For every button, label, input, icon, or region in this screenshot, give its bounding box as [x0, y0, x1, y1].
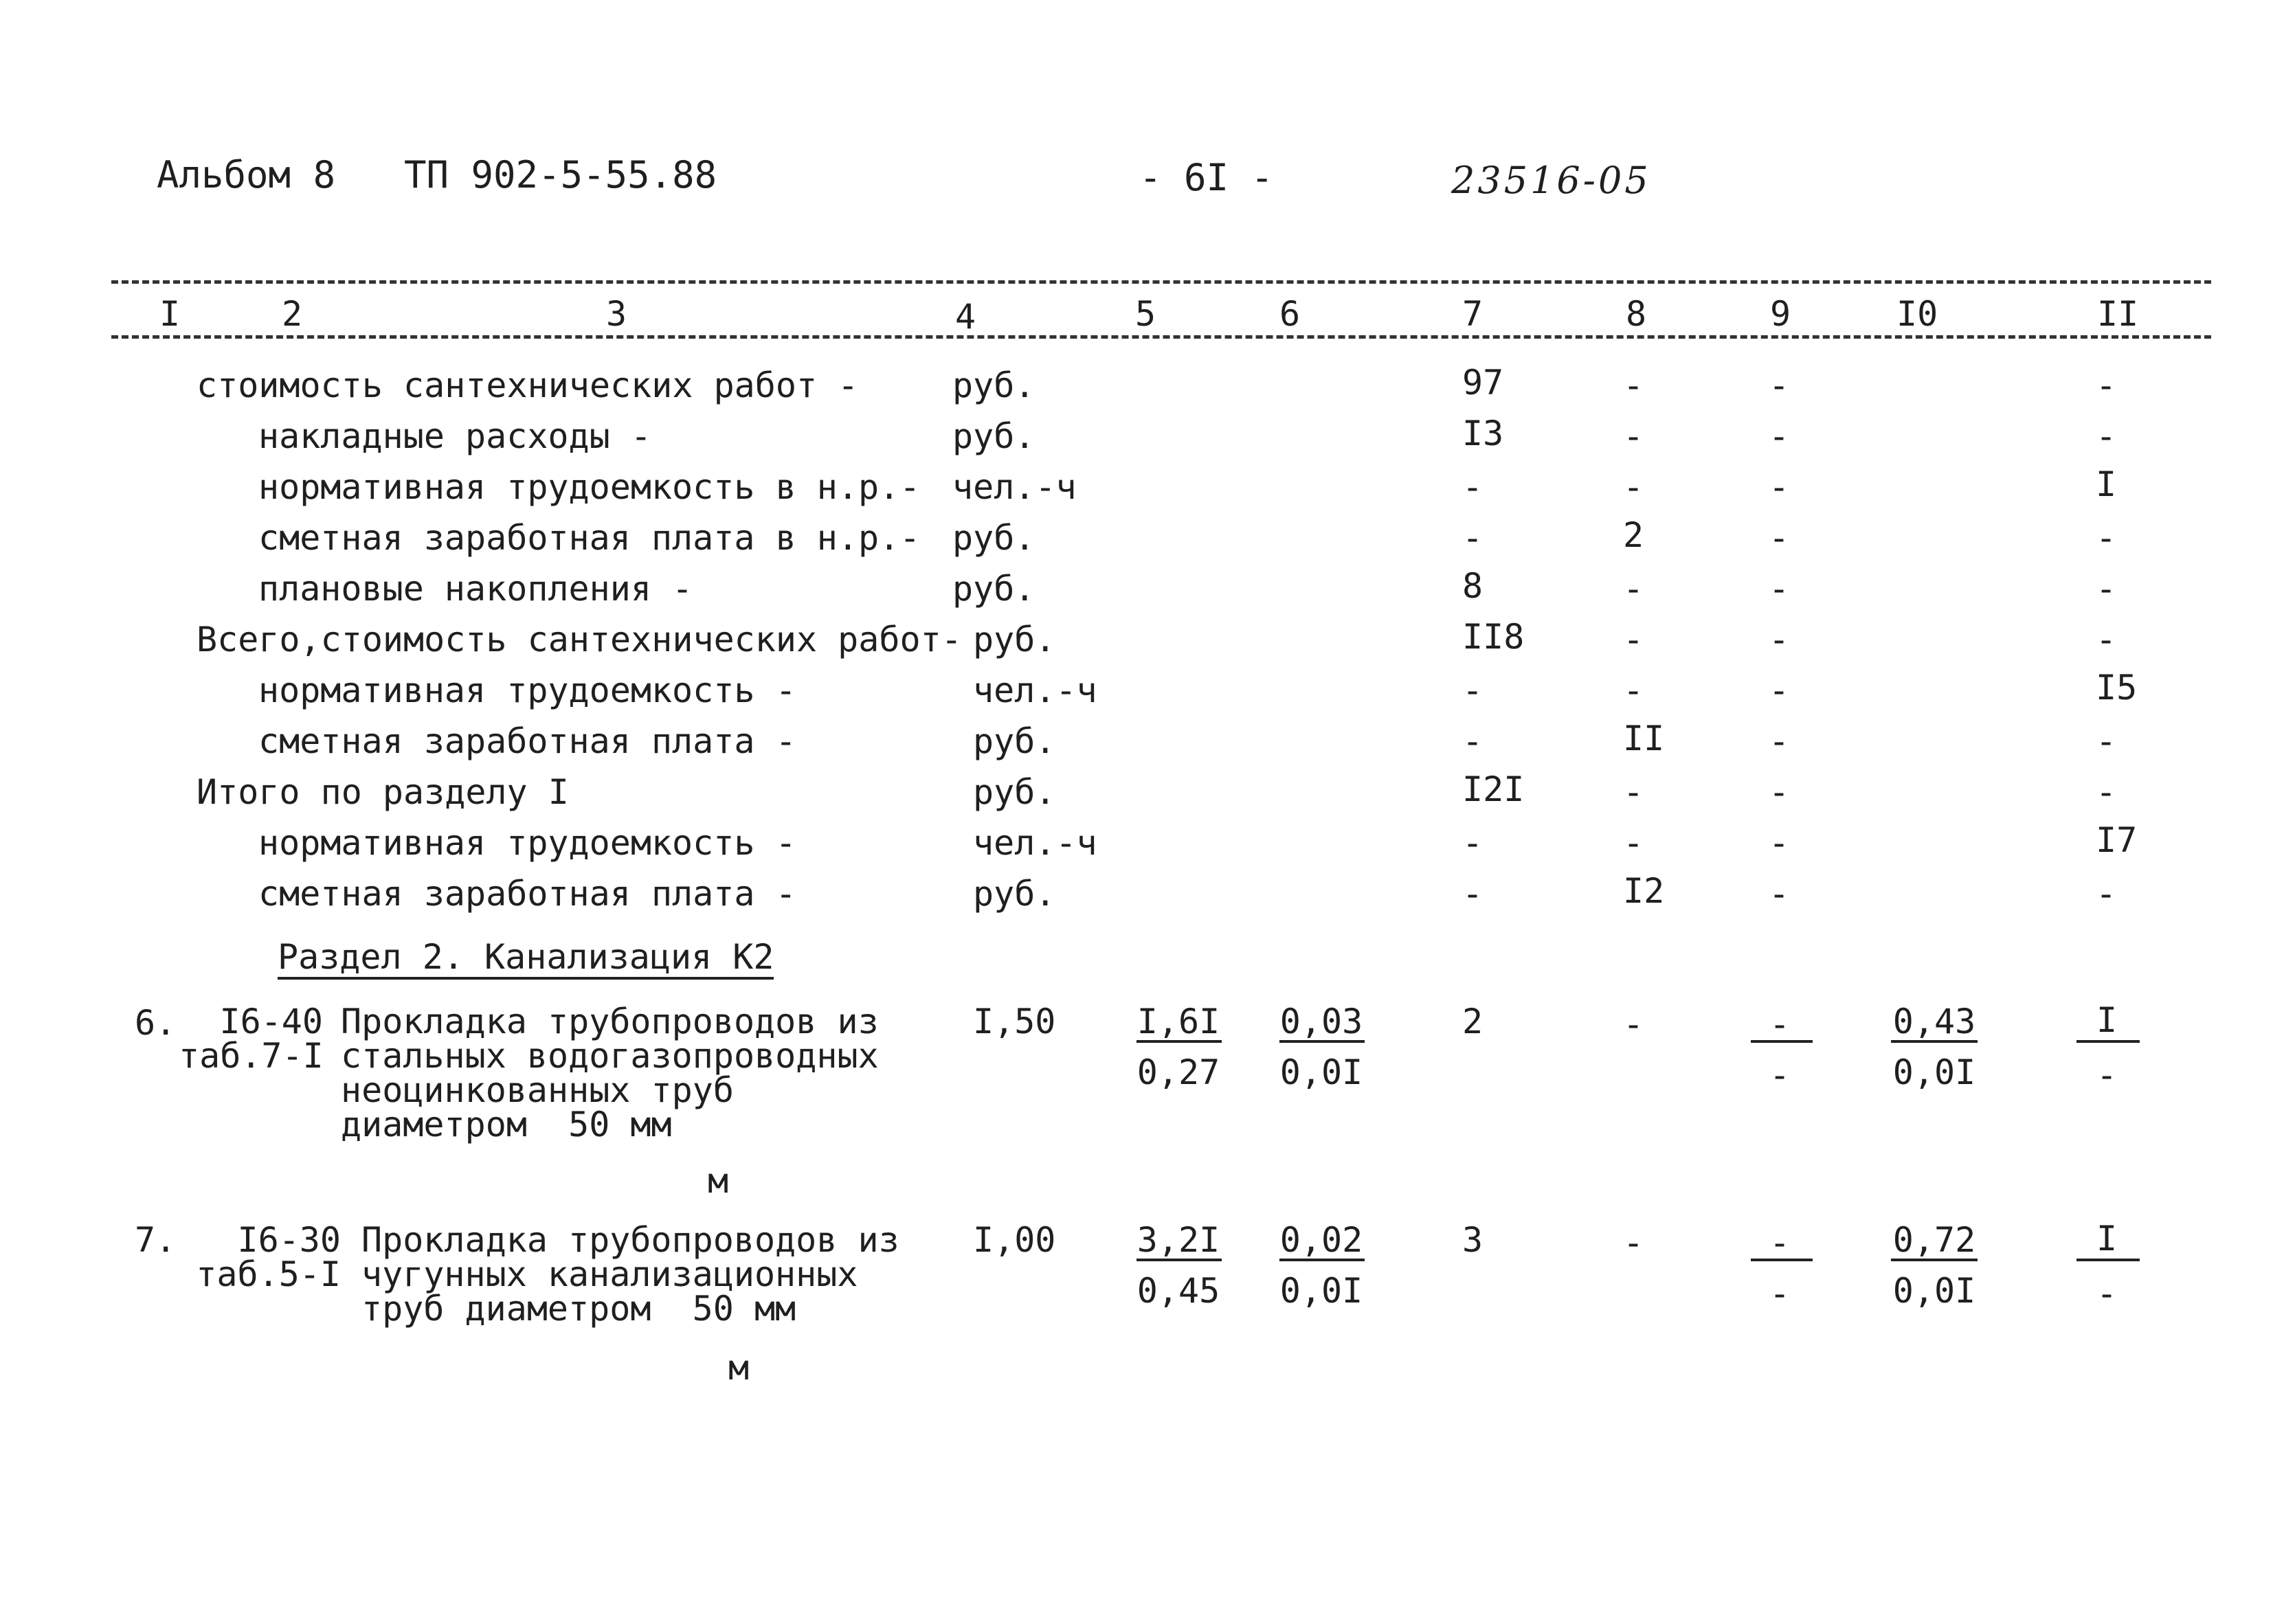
item-c9-top: -	[1769, 1004, 1791, 1044]
summary-row-c7: -	[1462, 874, 1483, 914]
summary-row-c11: -	[2096, 721, 2117, 761]
item-c9-bottom: -	[1769, 1055, 1791, 1095]
summary-row-c7: -	[1462, 823, 1483, 863]
fraction-rule	[1279, 1040, 1365, 1043]
summary-row-c8: -	[1623, 823, 1644, 863]
summary-row-label: Всего,стоимость сантехнических работ-	[197, 620, 962, 659]
item-c11-bottom: -	[2096, 1055, 2118, 1095]
summary-row-c7: 8	[1462, 566, 1483, 606]
summary-row-c11: I7	[2096, 820, 2138, 860]
page-number: - 6I -	[1139, 156, 1274, 199]
item-c10-bottom: 0,0I	[1892, 1052, 1976, 1092]
col-header-1: I	[159, 294, 181, 334]
summary-row-c9: -	[1769, 569, 1790, 609]
summary-row-c9: -	[1769, 467, 1790, 507]
summary-row-c11: -	[2096, 365, 2117, 405]
summary-row-unit: руб.	[952, 518, 1035, 558]
summary-row-label: стоимость сантехнических работ -	[197, 365, 859, 405]
summary-row-unit: руб.	[973, 772, 1056, 812]
col-header-3: 3	[606, 294, 627, 334]
summary-row-unit: руб.	[952, 569, 1035, 609]
col-header-11: II	[2097, 294, 2139, 334]
item-c6-top: 0,03	[1279, 1002, 1363, 1041]
summary-row-c9: -	[1769, 874, 1790, 914]
summary-row-unit: руб.	[973, 874, 1056, 914]
summary-row-c11: -	[2096, 569, 2117, 609]
summary-row-label: сметная заработная плата -	[258, 874, 796, 914]
summary-row-c9: -	[1769, 620, 1790, 659]
item-measure: м	[728, 1348, 750, 1388]
summary-row-label: нормативная трудоемкость -	[258, 823, 796, 863]
item-c6-bottom: 0,0I	[1279, 1271, 1363, 1311]
summary-row-c8: I2	[1623, 871, 1665, 911]
col-header-7: 7	[1462, 294, 1483, 334]
fraction-rule	[1751, 1259, 1813, 1261]
item-description: Прокладка трубопроводов из чугунных канализационных труб диаметром 50 мм	[361, 1220, 899, 1329]
summary-row-c9: -	[1769, 416, 1790, 456]
handwritten-code: 23516-05	[1451, 159, 1651, 202]
summary-row-label: накладные расходы -	[258, 416, 651, 456]
summary-row-unit: руб.	[973, 620, 1056, 659]
summary-row-c9: -	[1769, 670, 1790, 710]
fraction-rule	[1891, 1040, 1978, 1043]
summary-row-c8: -	[1623, 670, 1644, 710]
item-description: Прокладка трубопроводов из стальных водогазопроводных неоцинкованных труб диаметром 50 мм	[341, 1002, 879, 1144]
summary-row-unit: чел.-ч	[952, 467, 1077, 507]
item-c11-bottom: -	[2096, 1274, 2118, 1313]
item-c9-top: -	[1769, 1223, 1791, 1263]
summary-row-c8: -	[1623, 467, 1644, 507]
item-c9-bottom: -	[1769, 1274, 1791, 1313]
col-header-9: 9	[1770, 294, 1791, 334]
summary-row-c11: -	[2096, 772, 2117, 812]
summary-row-c8: II	[1623, 719, 1665, 758]
section-title: Раздел 2. Канализация К2	[278, 940, 774, 980]
summary-row-label: сметная заработная плата в н.р.-	[258, 518, 921, 558]
item-c11-top: I	[2096, 1219, 2118, 1259]
summary-row-c8: -	[1623, 569, 1644, 609]
col-header-8: 8	[1626, 294, 1647, 334]
summary-row-c11: I	[2096, 464, 2117, 504]
fraction-rule	[2076, 1259, 2140, 1261]
item-c5-top: 3,2I	[1136, 1220, 1220, 1260]
summary-row-c9: -	[1769, 721, 1790, 761]
item-c5-bottom: 0,45	[1136, 1271, 1220, 1311]
summary-row-unit: чел.-ч	[973, 823, 1097, 863]
item-number: 6.	[135, 1003, 177, 1043]
summary-row-c11: -	[2096, 874, 2117, 914]
summary-row-c8: -	[1623, 416, 1644, 456]
summary-row-c7: I3	[1462, 414, 1504, 453]
fraction-rule	[1136, 1040, 1222, 1043]
fraction-rule	[1751, 1040, 1813, 1043]
summary-row-c11: -	[2096, 518, 2117, 558]
header-bottom-rule	[111, 335, 2211, 339]
item-c7: 3	[1462, 1220, 1483, 1260]
summary-row-c8: -	[1623, 772, 1644, 812]
fraction-rule	[1136, 1259, 1222, 1261]
summary-row-c7: -	[1462, 721, 1483, 761]
item-quantity: I,50	[973, 1002, 1056, 1041]
album-label: Альбом 8	[157, 153, 336, 196]
item-number: 7.	[135, 1220, 177, 1260]
summary-row-c7: -	[1462, 670, 1483, 710]
item-c10-top: 0,43	[1892, 1002, 1976, 1041]
summary-row-unit: чел.-ч	[973, 670, 1097, 710]
project-code: ТП 902-5-55.88	[404, 153, 717, 196]
item-c6-bottom: 0,0I	[1279, 1052, 1363, 1092]
item-quantity: I,00	[973, 1220, 1056, 1260]
summary-row-label: нормативная трудоемкость -	[258, 670, 796, 710]
item-c5-top: I,6I	[1136, 1002, 1220, 1041]
summary-row-c7: -	[1462, 518, 1483, 558]
item-c11-top: I	[2096, 1000, 2118, 1040]
summary-row-c9: -	[1769, 365, 1790, 405]
summary-row-c8: 2	[1623, 515, 1644, 555]
summary-row-c11: -	[2096, 416, 2117, 456]
col-header-5: 5	[1135, 294, 1156, 334]
col-header-6: 6	[1279, 294, 1301, 334]
summary-row-c11: -	[2096, 620, 2117, 659]
col-header-4: 4	[955, 297, 976, 337]
summary-row-c7: II8	[1462, 617, 1525, 657]
fraction-rule	[2076, 1040, 2140, 1043]
summary-row-c8: -	[1623, 365, 1644, 405]
item-c6-top: 0,02	[1279, 1220, 1363, 1260]
summary-row-c7: I2I	[1462, 769, 1525, 809]
col-header-2: 2	[282, 294, 303, 334]
item-c8: -	[1623, 1223, 1644, 1263]
item-c10-bottom: 0,0I	[1892, 1271, 1976, 1311]
item-code: I6-30 таб.5-I	[196, 1220, 341, 1294]
summary-row-c8: -	[1623, 620, 1644, 659]
summary-row-c11: I5	[2096, 668, 2138, 708]
fraction-rule	[1279, 1259, 1365, 1261]
item-code: I6-40 таб.7-I	[179, 1002, 324, 1076]
summary-row-unit: руб.	[952, 365, 1035, 405]
item-c8: -	[1623, 1004, 1644, 1044]
summary-row-label: Итого по разделу I	[197, 772, 569, 812]
summary-row-c9: -	[1769, 518, 1790, 558]
item-c5-bottom: 0,27	[1136, 1052, 1220, 1092]
summary-row-c7: -	[1462, 467, 1483, 507]
item-c10-top: 0,72	[1892, 1220, 1976, 1260]
table-top-rule	[111, 280, 2211, 284]
summary-row-label: нормативная трудоемкость в н.р.-	[258, 467, 921, 507]
item-measure: м	[708, 1161, 729, 1201]
item-c7: 2	[1462, 1002, 1483, 1041]
summary-row-unit: руб.	[952, 416, 1035, 456]
summary-row-label: сметная заработная плата -	[258, 721, 796, 761]
summary-row-c7: 97	[1462, 363, 1504, 403]
summary-row-unit: руб.	[973, 721, 1056, 761]
fraction-rule	[1891, 1259, 1978, 1261]
col-header-10: I0	[1896, 294, 1938, 334]
summary-row-c9: -	[1769, 772, 1790, 812]
summary-row-label: плановые накопления -	[258, 569, 693, 609]
summary-row-c9: -	[1769, 823, 1790, 863]
